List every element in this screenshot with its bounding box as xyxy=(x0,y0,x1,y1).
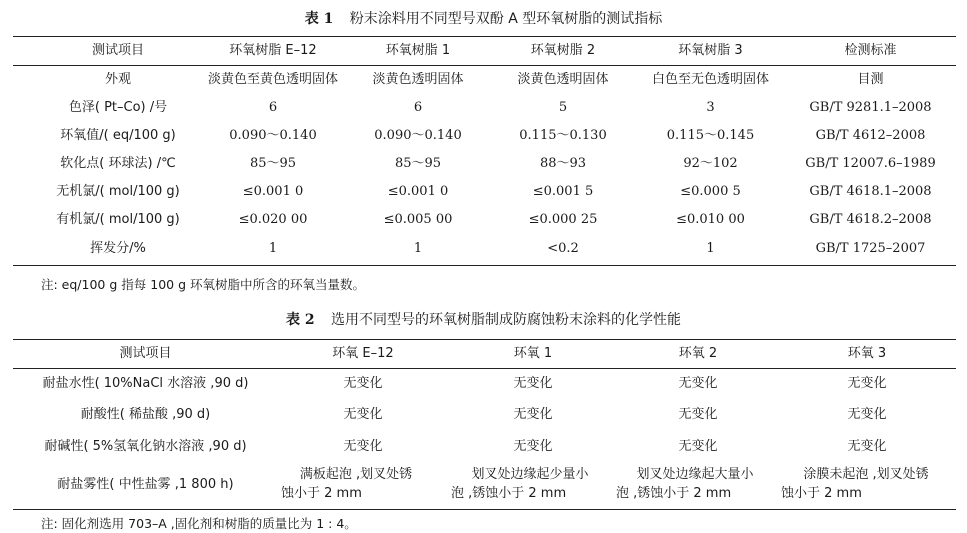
table1-cell: ≤0.000 25 xyxy=(528,212,598,227)
table1-note: 注: eq/100 g 指每 100 g 环氧树脂中所含的环氧当量数。 xyxy=(41,277,365,292)
table1-cell: 88～93 xyxy=(539,156,587,171)
table-row xyxy=(13,370,956,398)
cell-line: 蚀小于 2 mm xyxy=(281,486,362,501)
table1-cell-item: 挥发分/% xyxy=(90,241,146,256)
table2-cell: 无变化 xyxy=(847,376,887,391)
table2-caption-number: 表 2 xyxy=(285,312,315,328)
table-row xyxy=(13,178,956,206)
table1-cell-item: 有机氯/( mol/100 g) xyxy=(56,212,180,227)
table2-cell-wrapped xyxy=(781,463,951,509)
table2-cell: 无变化 xyxy=(343,407,383,422)
cell-line: 蚀小于 2 mm xyxy=(781,486,862,501)
table2-caption-text: 选用不同型号的环氧树脂制成防腐蚀粉末涂料的化学性能 xyxy=(331,312,682,328)
table1-header-resin-e12: 环氧树脂 E–12 xyxy=(229,43,317,58)
table1-cell: ≤0.001 0 xyxy=(242,184,304,199)
table1-cell: 0.115～0.145 xyxy=(666,128,755,143)
table1-cell: ≤0.020 00 xyxy=(238,212,308,227)
table2-header-item: 测试项目 xyxy=(119,346,172,361)
table1-caption xyxy=(0,8,967,28)
table1-cell-standard: GB/T 12007.6–1989 xyxy=(805,156,936,171)
table1-cell: 5 xyxy=(558,100,568,115)
table2-cell: 无变化 xyxy=(678,407,718,422)
table2-cell-wrapped xyxy=(616,463,774,509)
table2-cell-item: 耐盐水性( 10%NaCl 水溶液 ,90 d) xyxy=(42,376,249,391)
table1-cell-standard: GB/T 9281.1–2008 xyxy=(809,100,932,115)
table-row xyxy=(13,401,956,429)
table1-cell: 6 xyxy=(268,100,278,115)
table1-header-standard: 检测标准 xyxy=(844,43,897,58)
table-row xyxy=(13,463,956,507)
table1-cell: ≤0.001 5 xyxy=(532,184,594,199)
table1-cell: 淡黄色至黄色透明固体 xyxy=(207,72,338,87)
table1-bottom-rule xyxy=(13,265,956,266)
table1-cell-item: 环氧值/( eq/100 g) xyxy=(60,128,176,143)
table1-cell: 淡黄色透明固体 xyxy=(372,72,464,87)
table1-cell: 6 xyxy=(413,100,423,115)
table2-cell: 无变化 xyxy=(343,376,383,391)
table2-cell: 无变化 xyxy=(678,376,718,391)
table1-cell: ≤0.001 0 xyxy=(387,184,449,199)
table1-cell: 白色至无色透明固体 xyxy=(651,72,769,87)
table2-cell: 无变化 xyxy=(847,407,887,422)
table1-cell-standard: GB/T 4618.1–2008 xyxy=(809,184,932,199)
table2-cell-wrapped xyxy=(281,463,431,509)
table2-header-2: 环氧 2 xyxy=(678,346,718,361)
cell-line: 涂膜未起泡 ,划叉处锈 xyxy=(803,467,929,482)
table2-cell: 无变化 xyxy=(513,439,553,454)
table2-header-e12: 环氧 E–12 xyxy=(332,346,394,361)
table1-cell: ≤0.010 00 xyxy=(676,212,745,227)
table1-header-resin-1: 环氧树脂 1 xyxy=(385,43,451,58)
table-row xyxy=(13,206,956,234)
table1-header-row xyxy=(13,37,956,65)
table1-cell: 1 xyxy=(706,241,715,256)
table1-cell-standard: GB/T 4612–2008 xyxy=(815,128,926,143)
table-row xyxy=(13,433,956,461)
table2-cell-wrapped xyxy=(451,463,609,509)
table1-cell: ≤0.000 5 xyxy=(680,184,741,199)
table-row xyxy=(13,150,956,178)
table1-cell-item: 外观 xyxy=(104,72,131,87)
table1-cell-item: 软化点( 环球法) /℃ xyxy=(60,156,176,171)
table-row xyxy=(13,66,956,94)
table-row xyxy=(13,235,956,263)
table1-cell: <0.2 xyxy=(547,241,579,256)
table2-cell: 无变化 xyxy=(513,376,553,391)
table1-cell-standard: 目测 xyxy=(857,72,884,87)
table1-cell: 3 xyxy=(706,100,715,115)
cell-line: 泡 ,锈蚀小于 2 mm xyxy=(616,486,732,501)
table1-header-item: 测试项目 xyxy=(91,43,144,58)
table1-cell: 0.115～0.130 xyxy=(519,128,607,143)
table2-bottom-rule xyxy=(13,509,956,510)
table1-cell: 85～95 xyxy=(394,156,442,171)
table1-cell: 0.090～0.140 xyxy=(229,128,317,143)
table1-caption-number: 表 1 xyxy=(304,11,334,27)
table1-cell: 92～102 xyxy=(683,156,738,171)
cell-line: 划叉处边缘起大量小 xyxy=(636,467,754,482)
table1-cell: 0.090～0.140 xyxy=(374,128,462,143)
table2-cell-item: 耐盐雾性( 中性盐雾 ,1 800 h) xyxy=(57,477,234,492)
table2-header-row xyxy=(13,340,956,368)
table1-cell-standard: GB/T 1725–2007 xyxy=(815,241,926,256)
table2-caption xyxy=(0,309,967,329)
table1-cell: ≤0.005 00 xyxy=(383,212,453,227)
table1-cell: 1 xyxy=(268,241,278,256)
table2-cell: 无变化 xyxy=(847,439,887,454)
table2-cell-item: 耐碱性( 5%氢氧化钠水溶液 ,90 d) xyxy=(44,439,247,454)
table2-cell: 无变化 xyxy=(513,407,553,422)
cell-line: 泡 ,锈蚀小于 2 mm xyxy=(451,486,567,501)
table1-cell: 85～95 xyxy=(249,156,297,171)
table-row xyxy=(13,94,956,122)
table2-note: 注: 固化剂选用 703–A ,固化剂和树脂的质量比为 1 : 4。 xyxy=(41,516,357,531)
cell-line: 满板起泡 ,划叉处锈 xyxy=(299,467,413,482)
table1-cell-standard: GB/T 4618.2–2008 xyxy=(809,212,932,227)
cell-line: 划叉处边缘起少量小 xyxy=(471,467,589,482)
table2-cell: 无变化 xyxy=(678,439,718,454)
table1-cell: 淡黄色透明固体 xyxy=(517,72,609,87)
table2-header-3: 环氧 3 xyxy=(847,346,887,361)
table2-header-rule xyxy=(13,368,956,369)
table2-cell-item: 耐酸性( 稀盐酸 ,90 d) xyxy=(80,407,211,422)
table-row xyxy=(13,122,956,150)
table2-cell: 无变化 xyxy=(343,439,383,454)
table1-header-resin-3: 环氧树脂 3 xyxy=(678,43,743,58)
table1-header-resin-2: 环氧树脂 2 xyxy=(530,43,596,58)
table2-header-1: 环氧 1 xyxy=(513,346,553,361)
table1-cell: 1 xyxy=(413,241,423,256)
table1-cell-item: 色泽( Pt–Co) /号 xyxy=(68,100,168,115)
table1-caption-text: 粉末涂料用不同型号双酚 A 型环氧树脂的测试指标 xyxy=(349,11,663,27)
table1-cell-item: 无机氯/( mol/100 g) xyxy=(56,184,180,199)
